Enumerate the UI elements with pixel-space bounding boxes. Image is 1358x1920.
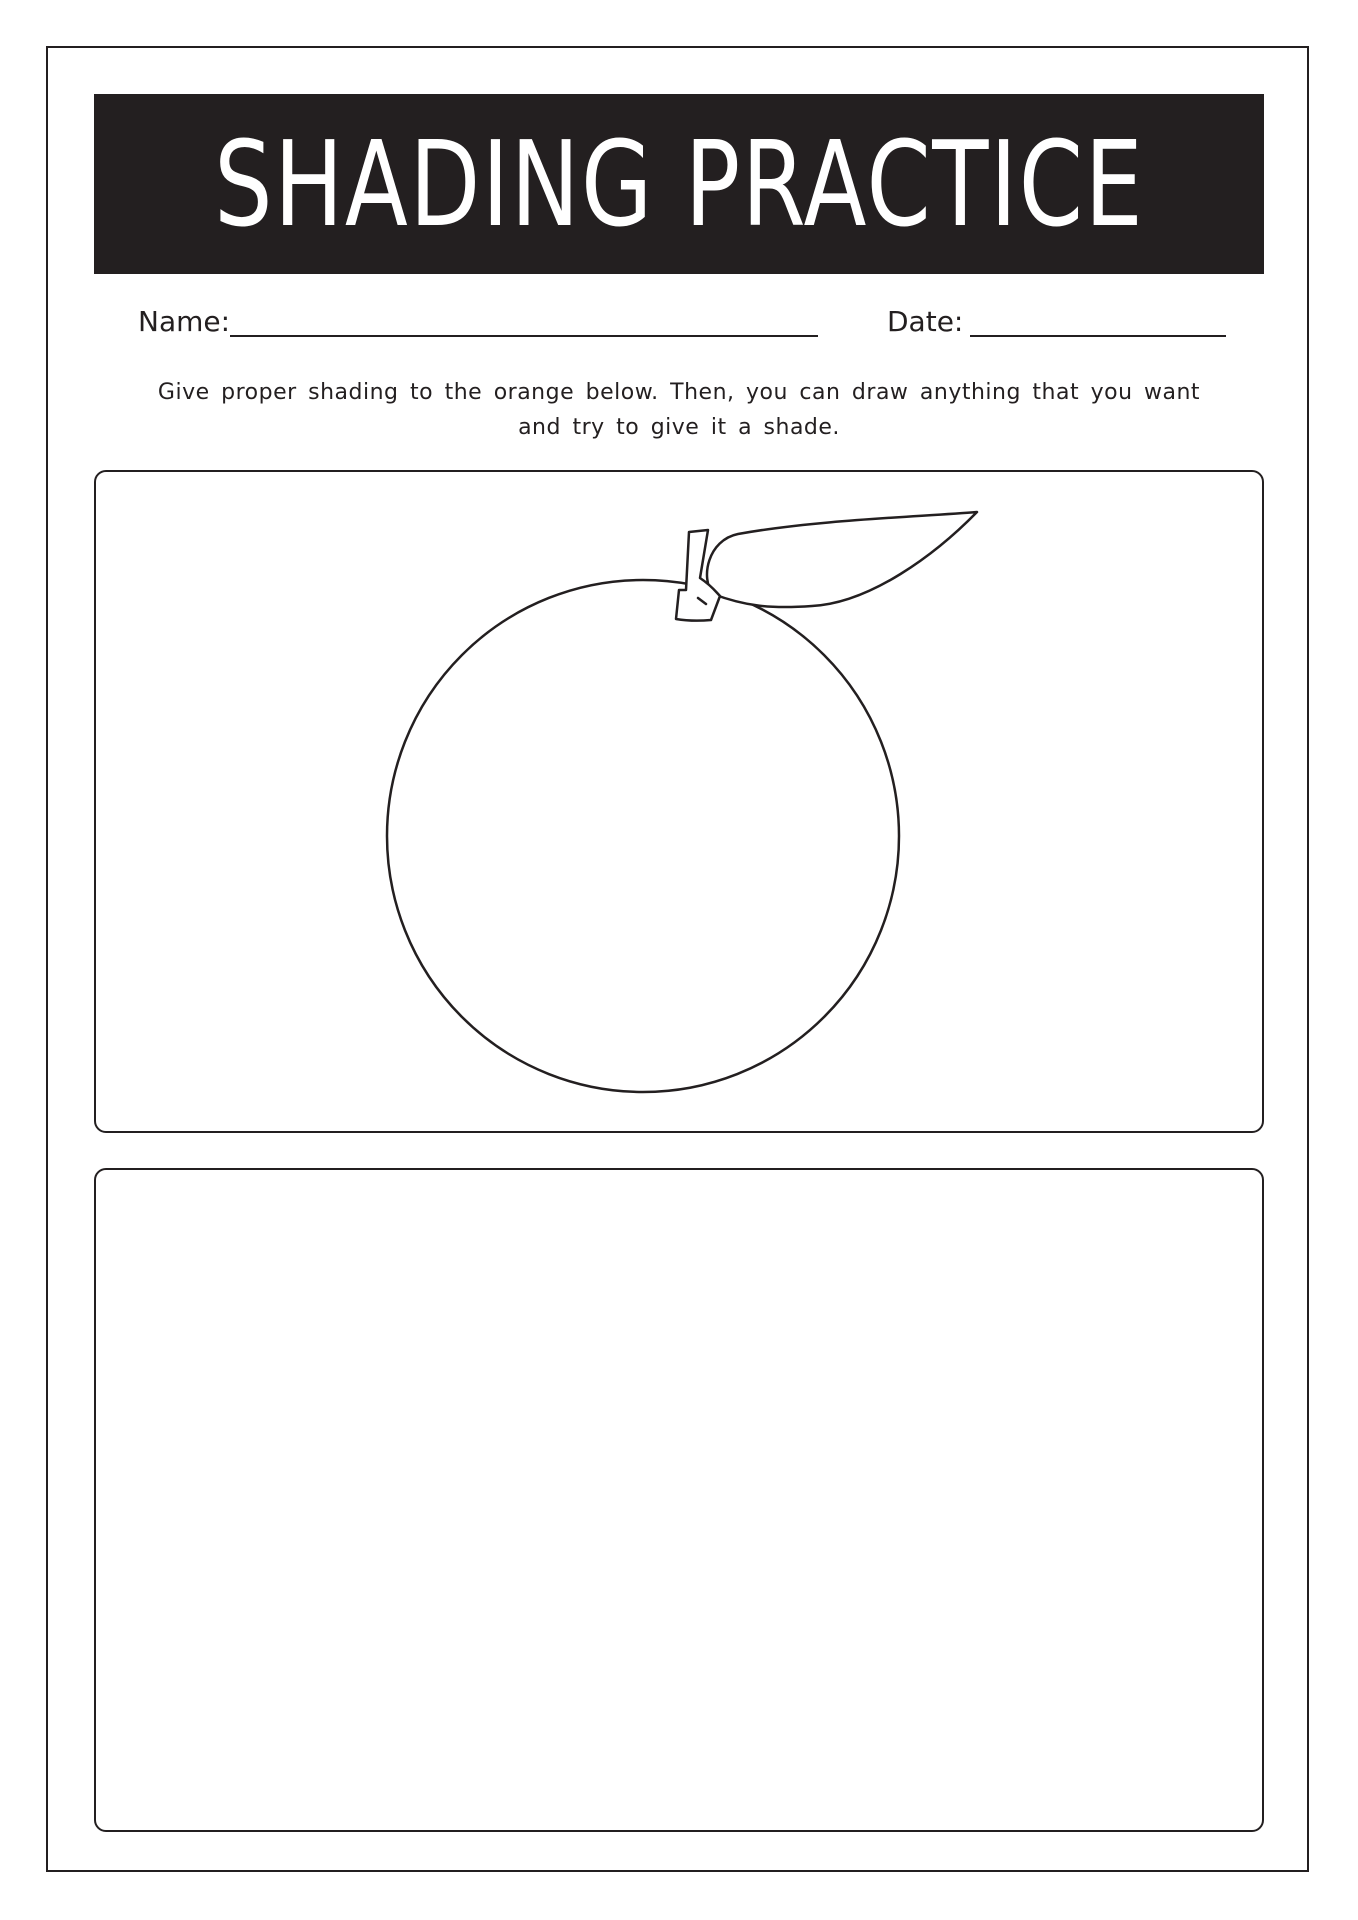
page-title: SHADING PRACTICE (213, 115, 1145, 253)
free-drawing-box[interactable] (94, 1168, 1264, 1832)
instructions-line-1: Give proper shading to the orange below. Then, you can draw anything that you want (157, 380, 1201, 405)
date-label: Date: (887, 305, 964, 338)
orange-body-icon (387, 580, 899, 1092)
instructions-line-2: and try to give it a shade. (518, 415, 840, 440)
leaf-icon (707, 512, 977, 607)
name-label: Name: (138, 305, 231, 338)
